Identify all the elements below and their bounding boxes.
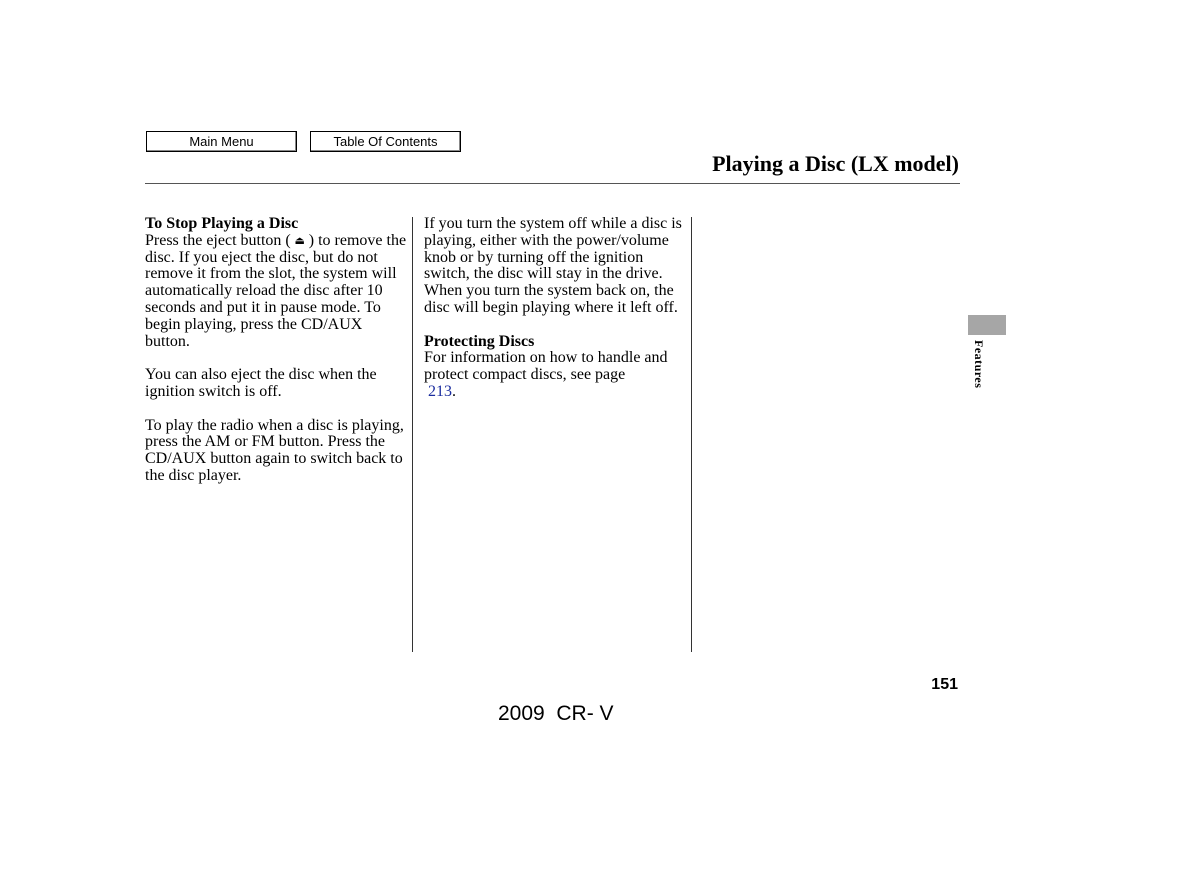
column-divider-1 xyxy=(412,217,413,652)
section-heading-stop-playing: To Stop Playing a Disc xyxy=(145,215,299,232)
header-divider xyxy=(145,183,960,184)
column-divider-2 xyxy=(691,217,692,652)
table-of-contents-button[interactable]: Table Of Contents xyxy=(310,131,461,152)
main-menu-button[interactable]: Main Menu xyxy=(146,131,297,152)
features-tab-marker xyxy=(968,315,1006,335)
page-213-link[interactable]: 213 xyxy=(428,382,452,400)
paragraph-system-off: If you turn the system off while a disc is playing, either with the power/volume knob or by turning off the ignition switch, the disc will stay in the drive. When you turn the system back on, the disc will begin playing where it left off. xyxy=(424,215,682,316)
paragraph-radio: To play the radio when a disc is playing, press the AM or FM button. Press the CD/AUX button again to switch back to the disc player. xyxy=(145,416,404,484)
column-left xyxy=(145,216,407,502)
paragraph-eject-text-a: Press the eject button ( xyxy=(145,231,291,249)
column-middle xyxy=(424,216,686,418)
eject-icon: ⏏ xyxy=(294,233,305,247)
paragraph-eject-text-b: ) to remove the disc. If you eject the disc, but do not remove it from the slot, the system will automatically reload the disc after 10 seconds and put it in pause mode. To begin playing, press the CD/AUX button. xyxy=(145,231,407,350)
features-tab-label: Features xyxy=(972,340,986,389)
paragraph-ignition-eject: You can also eject the disc when the ignition switch is off. xyxy=(145,366,377,400)
paragraph-protecting-text: For information on how to handle and protect compact discs, see page xyxy=(424,349,668,384)
section-heading-protecting-discs: Protecting Discs xyxy=(424,332,535,350)
page-number: 151 xyxy=(931,676,958,693)
paragraph-protecting xyxy=(424,350,686,400)
paragraph-protecting-end: . xyxy=(452,382,456,400)
page-title: Playing a Disc (LX model) xyxy=(712,151,959,176)
model-name: 2009 CR- V xyxy=(498,702,614,725)
paragraph-eject xyxy=(145,233,407,351)
